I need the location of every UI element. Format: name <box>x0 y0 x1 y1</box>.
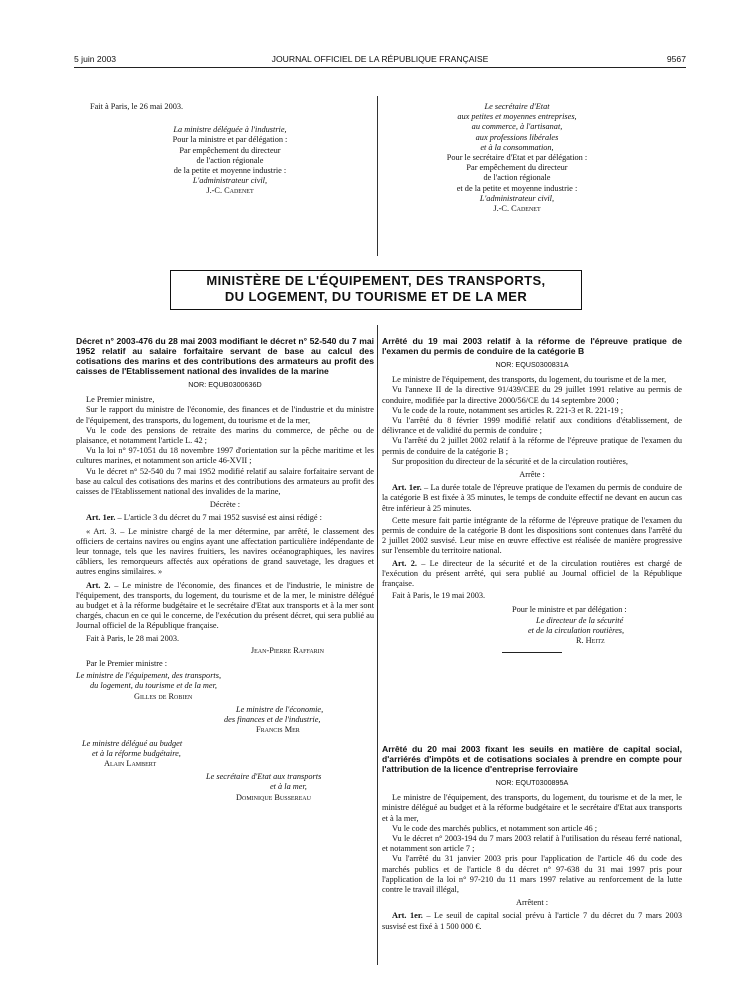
paragraph: Vu l'arrêté du 2 juillet 2002 relatif à la réforme de l'épreuve pratique de l'examen du permis de conduire de la catégorie B ; <box>382 436 682 456</box>
header-rule <box>74 67 686 68</box>
sig-line: du logement, du tourisme et de la mer, <box>90 681 217 691</box>
column-separator <box>377 325 378 965</box>
paragraph: Le Premier ministre, <box>86 395 155 405</box>
header-date: 5 juin 2003 <box>74 54 117 64</box>
decree-title: Décret n° 2003-476 du 28 mai 2003 modifiant le décret n° 52-540 du 7 mai 1952 relatif au salaire forfaitaire servant de base au calcul des cotisations des marins et des contributions des armateurs au profit des caisses de l'Etablissement national des invalides de la marine <box>76 336 374 376</box>
article-label: Art. 2. <box>392 558 417 568</box>
arrete-title: Arrêté du 19 mai 2003 relatif à la réforme de l'épreuve pratique de l'examen du permis de conduire de la catégorie B <box>382 336 682 356</box>
article-label: Art. 1er. <box>392 911 423 921</box>
sig-line: aux professions libérales <box>475 132 559 142</box>
pm-signature: Jean-Pierre Raffarin <box>250 645 324 655</box>
signature-block <box>76 705 374 736</box>
article-text: – Le seuil de capital social prévu à l'article 7 du décret du 7 mars 2003 susvisé est fixé à 1 500 000 €. <box>382 911 682 931</box>
sig-line: de l'action régionale <box>483 173 551 183</box>
paragraph: Le ministre de l'équipement, des transports, du logement, du tourisme et de la mer, <box>392 375 667 385</box>
paragraph: Vu l'annexe II de la directive 91/439/CEE du 29 juillet 1991 relative au permis de conduire, modifiée par la directive 2000/56/CE du 14 septembre 2000 ; <box>382 385 682 405</box>
header-journal: JOURNAL OFFICIEL DE LA RÉPUBLIQUE FRANÇAISE <box>271 54 489 64</box>
article-text: – L'article 3 du décret du 7 mai 1952 susvisé est ainsi rédigé : <box>115 513 322 523</box>
article-text: – Le directeur de la sécurité et de la circulation routières est chargé de l'exécution du présent arrêté, qui sera publié au Journal officiel de la République française. <box>382 558 682 589</box>
sig-line: au commerce, à l'artisanat, <box>471 122 563 132</box>
paragraph: Vu le code de la route, notamment ses articles R. 221-3 et R. 221-19 ; <box>392 405 624 415</box>
sig-line: Par empêchement du directeur <box>179 145 281 155</box>
column-separator <box>377 96 378 256</box>
paragraph: Cette mesure fait partie intégrante de la réforme de l'épreuve pratique de l'examen du permis de conduire de la catégorie B dont les dispositions sont contenues dans l'arrêté du 2 juillet 2002 susvisé. Leur mise en œuvre effective est réalisée de manière progressive sur l'ensemble du territoire national. <box>382 515 682 556</box>
arrete-nor: NOR: EQUS0300831A <box>495 360 569 369</box>
arrete-keyword: Arrête : <box>519 470 545 480</box>
sig-line: Le secrétaire d'Etat <box>484 102 550 111</box>
sig-line: Pour le ministre et par délégation : <box>512 605 627 615</box>
ministry-line: DU LOGEMENT, DU TOURISME ET DE LA MER <box>224 289 528 304</box>
sig-line: Pour la ministre et par délégation : <box>172 135 288 145</box>
sig-name: J.-C. Cadenet <box>206 186 254 196</box>
article-label: Art. 1er. <box>392 483 422 493</box>
paragraph: Sur proposition du directeur de la sécurité et de la circulation routières, <box>392 456 628 466</box>
right-arrete-1 <box>382 336 682 659</box>
sig-line: des finances et de l'industrie, <box>224 715 321 725</box>
paragraph: Vu le décret n° 2003-194 du 7 mars 2003 relatif à l'utilisation du réseau ferré national, et notamment son article 7 ; <box>382 834 682 854</box>
article-label: Art. 2. <box>86 580 111 590</box>
decree-decrete: Décrète : <box>209 500 241 510</box>
ministry-line: MINISTÈRE DE L'ÉQUIPEMENT, DES TRANSPORTS, <box>206 273 546 288</box>
paragraph: Sur le rapport du ministre de l'économie, des finances et de l'industrie et du ministre de l'équipement, des transports, du logement, du tourisme et de la mer, <box>76 405 374 425</box>
paragraph: Vu le code des marchés publics, et notamment son article 46 ; <box>392 823 598 833</box>
sig-line: de la petite et moyenne industrie : <box>173 166 287 176</box>
right-arrete-2 <box>382 744 682 932</box>
sig-line: L'administrateur civil, <box>479 193 555 203</box>
sig-name: Dominique Bussereau <box>236 792 311 802</box>
article-text: – Le ministre de l'économie, des finances et de l'industrie, le ministre de l'équipement, des transports, du logement, du tourisme et de la mer, le ministre délégué au budget et à la réforme budgétaire et le secrétaire d'Etat aux transports et à la mer sont chargés, chacun en ce qui le concerne, de l'exécution du présent décret, qui sera publié au Journal officiel de la République française. <box>76 580 375 631</box>
decree-nor: NOR: EQUB0300636D <box>188 380 262 389</box>
top-right-signature <box>382 102 652 214</box>
sig-line: de l'action régionale <box>196 155 264 165</box>
by-pm: Par le Premier ministre : <box>86 659 168 669</box>
paragraph: Vu le code des pensions de retraite des marins du commerce, de pêche ou de plaisance, et notamment l'article L. 42 ; <box>76 425 374 446</box>
sig-line: Par empêchement du directeur <box>466 163 568 173</box>
sig-line: Le directeur de la sécurité <box>536 615 624 625</box>
sig-line: et de la circulation routières, <box>528 625 625 635</box>
sig-line: et de la petite et moyenne industrie : <box>456 183 578 193</box>
sig-line: Le secrétaire d'Etat aux transports <box>206 772 322 782</box>
header-page-number: 9567 <box>666 54 686 64</box>
page-header <box>74 54 686 66</box>
signature-block <box>382 605 682 646</box>
arrete-nor: NOR: EQUT0300895A <box>495 778 569 787</box>
article-text: – La durée totale de l'épreuve pratique de l'examen du permis de conduire de la catégorie B est fixée à 35 minutes, le temps de conduite effectif ne devant en aucun cas être inférieur à 25 minutes. <box>382 483 683 513</box>
sig-name: Gilles de Robien <box>134 691 193 701</box>
arrete-fait: Fait à Paris, le 19 mai 2003. <box>392 591 486 601</box>
sig-line: et à la réforme budgétaire, <box>92 748 181 758</box>
paragraph: Vu la loi n° 97-1051 du 18 novembre 1997 d'orientation sur la pêche maritime et les cultures marines, et notamment son article 46-XVII ; <box>76 446 374 466</box>
paragraph: Vu l'arrêté du 8 février 1999 modifié relatif aux conditions d'établissement, de délivrance et de validité du permis de conduire ; <box>382 416 682 436</box>
arrete-title: Arrêté du 20 mai 2003 fixant les seuils en matière de capital social, d'arriérés d'impôts et de cotisations sociales à prendre en compte pour l'attribution de la licence d'entreprise ferroviaire <box>382 744 682 774</box>
signature-block <box>76 772 374 803</box>
sig-line: Le ministre de l'économie, <box>236 704 324 714</box>
article-label: Art. 1er. <box>86 513 116 523</box>
signature-block <box>76 671 374 702</box>
sig-name: Alain Lambert <box>104 758 157 768</box>
sig-line: et à la mer, <box>270 782 307 792</box>
top-left-place-date: Fait à Paris, le 26 mai 2003. <box>90 102 184 111</box>
left-decree <box>76 336 374 803</box>
sig-line: Le ministre de l'équipement, des transports, <box>76 671 222 681</box>
sig-line: La ministre déléguée à l'industrie, <box>173 125 287 135</box>
sig-line: Pour le secrétaire d'Etat et par délégation : <box>446 153 588 163</box>
sig-line: aux petites et moyennes entreprises, <box>457 112 577 122</box>
arrete-keyword: Arrêtent : <box>515 898 549 908</box>
ministry-heading <box>170 270 582 310</box>
sig-name: Francis Mer <box>256 725 300 735</box>
paragraph: Vu le décret n° 52-540 du 7 mai 1952 modifié relatif au salaire forfaitaire servant de base au calcul des cotisations des marins et des contributions des armateurs au profit des caisses de l'Etablissement national des invalides de la marine, <box>76 466 374 497</box>
signature-block <box>76 739 374 770</box>
sig-line: Le ministre délégué au budget <box>82 738 183 748</box>
top-left-signature <box>80 102 370 197</box>
sig-line: L'administrateur civil, <box>192 176 268 186</box>
section-divider <box>502 652 562 653</box>
paragraph: Vu l'arrêté du 31 janvier 2003 pris pour l'application de l'article 46 du code des marchés publics et de l'article 8 du décret n° 97-638 du 31 mai 1997 pris pour l'application de la loi n° 97-210 du 11 mars 1997 relative au renforcement de la lutte contre le travail illégal, <box>382 854 682 895</box>
sig-line: et à la consommation, <box>480 142 554 152</box>
sig-name: R. Heitz <box>576 636 605 646</box>
sig-name: J.-C. Cadenet <box>493 204 541 214</box>
paragraph: Le ministre de l'équipement, des transports, du logement, du tourisme et de la mer, le ministre délégué au budget et à la réforme budgétaire et le secrétaire d'Etat aux transports et à la mer, <box>382 793 682 823</box>
article-quote: « Art. 3. – Le ministre chargé de la mer détermine, par arrêté, le classement des officiers de certains navires ou engins ayant une affectation particulière indépendante de leur tonnage, tels que les navires fruitiers, les navires océanographiques, les navires câbliers, les remorqueurs affectés aux opérations de grand sauvetage, les dragues et autres engins similaires. » <box>76 526 374 577</box>
decree-fait: Fait à Paris, le 28 mai 2003. <box>86 633 180 643</box>
